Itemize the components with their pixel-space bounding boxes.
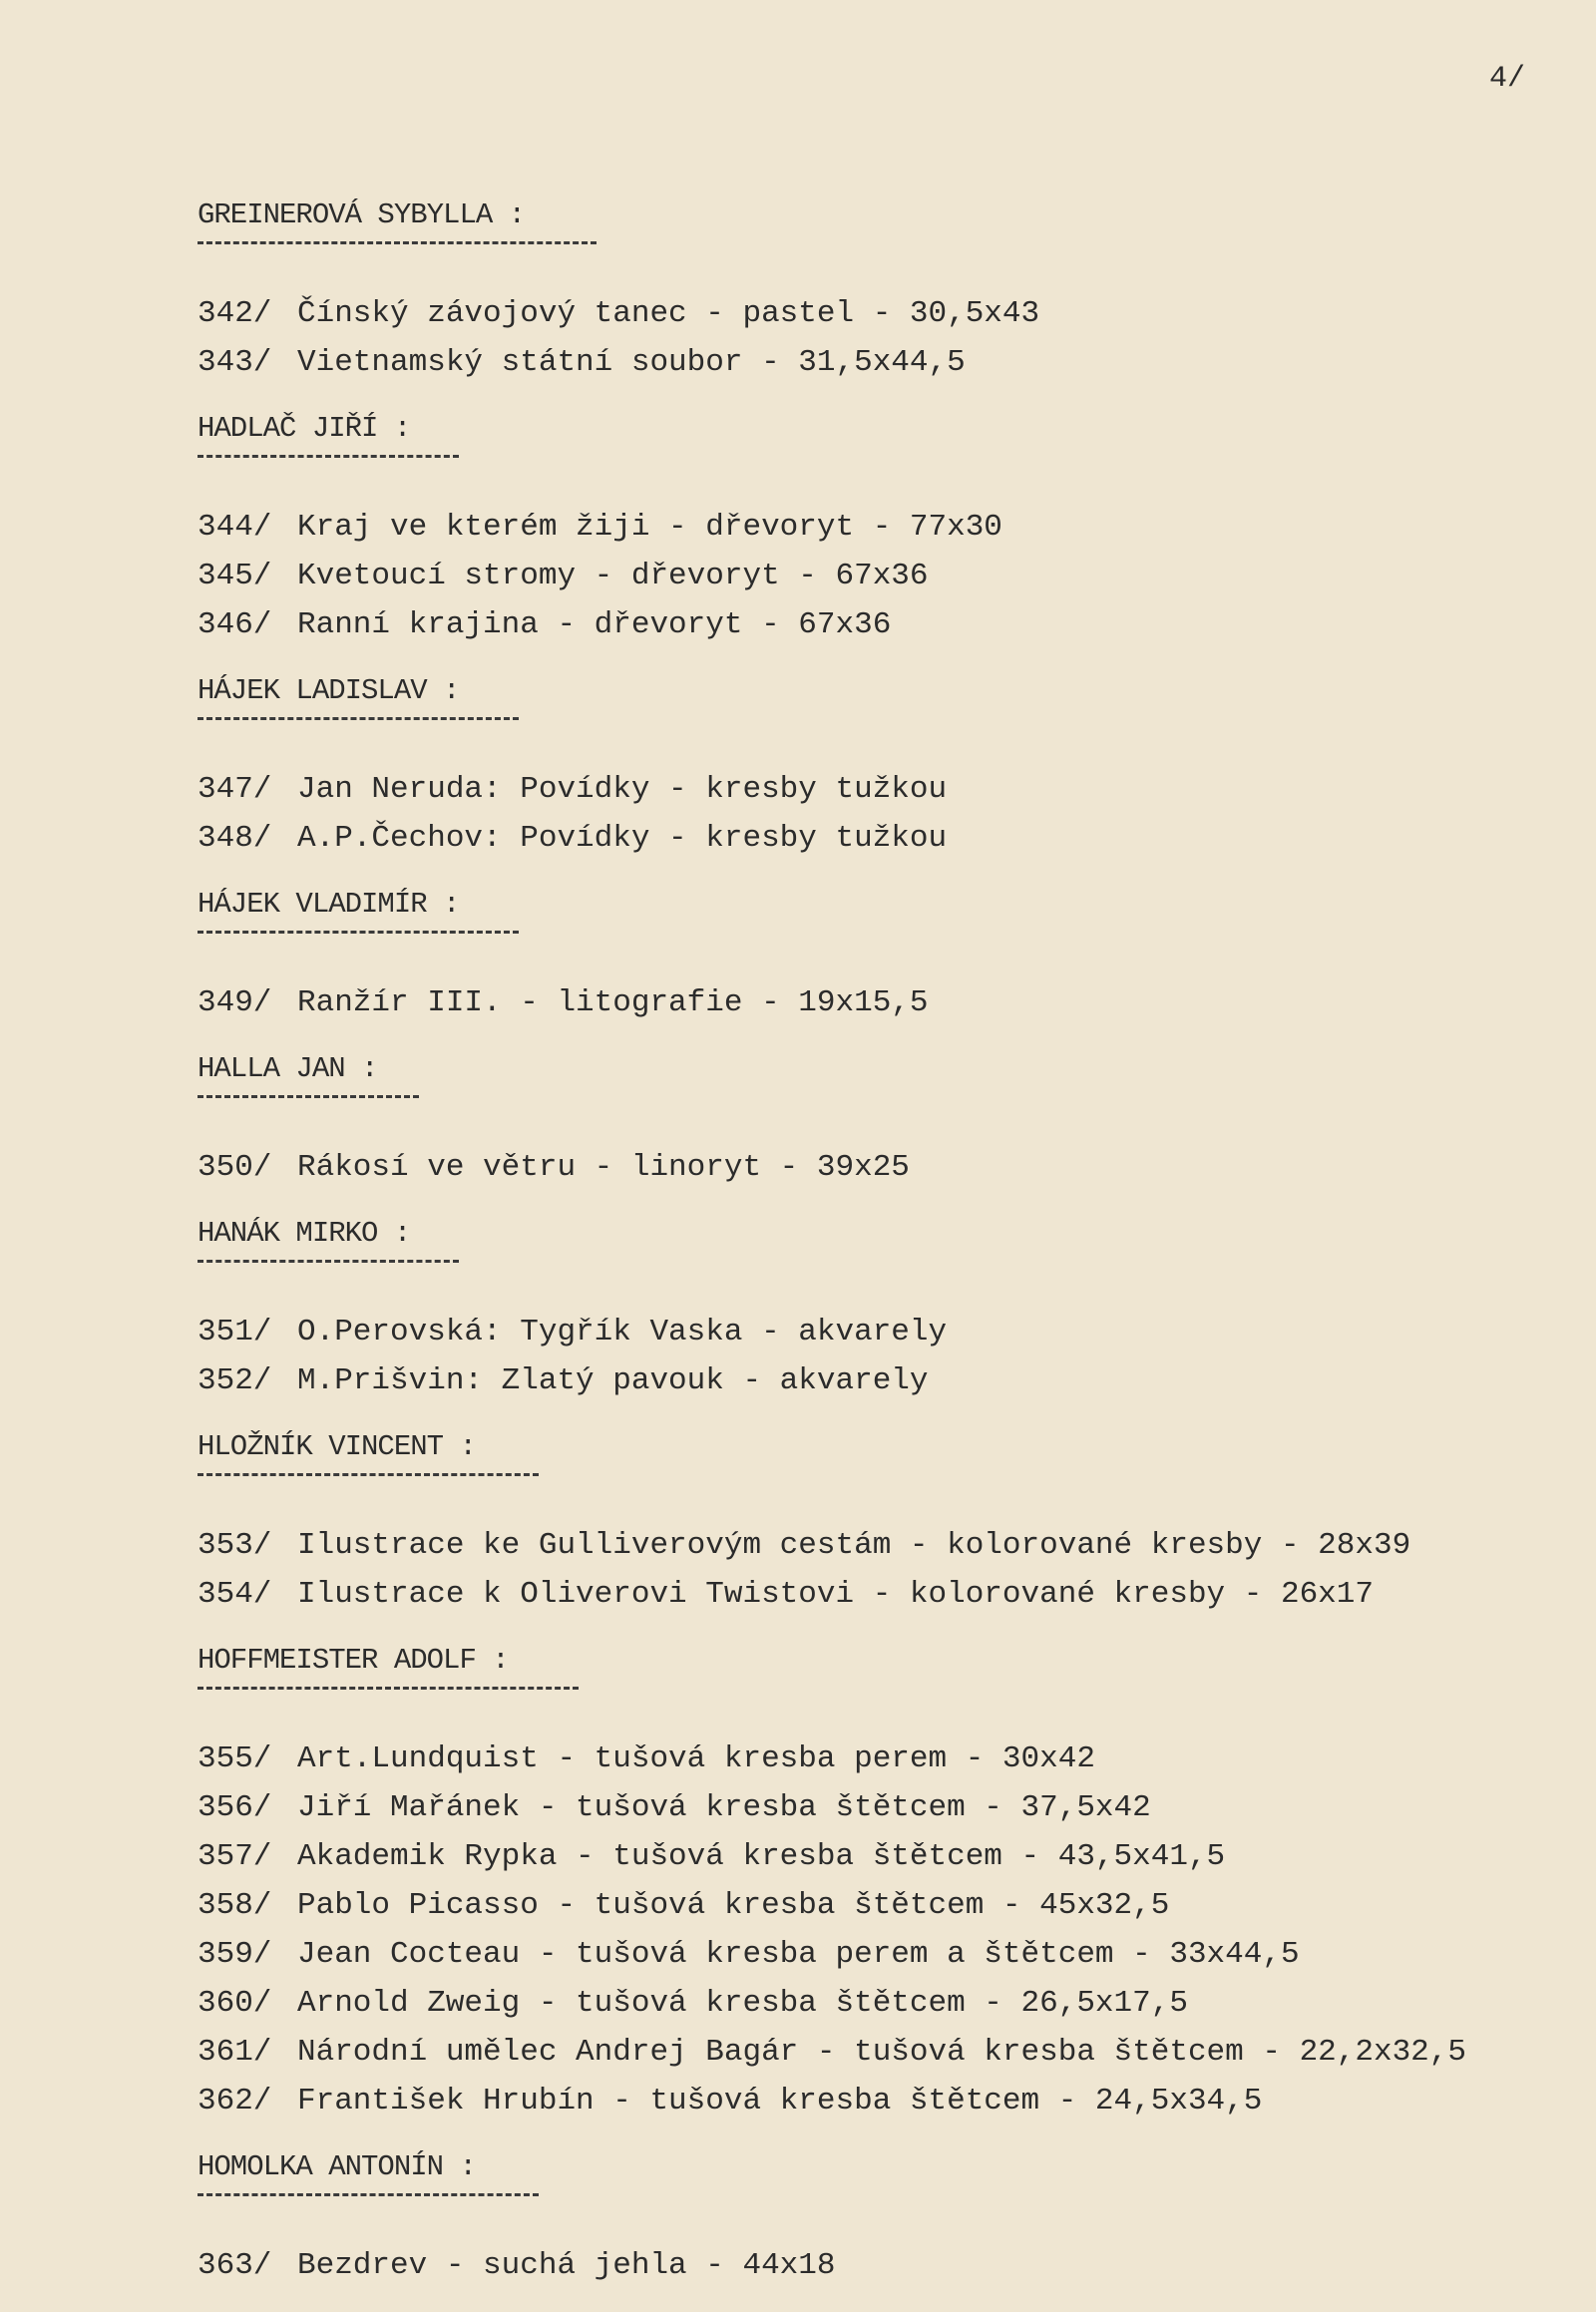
work-description: Vietnamský státní soubor - 31,5x44,5: [297, 345, 966, 380]
work-description: M.Prišvin: Zlatý pavouk - akvarely: [297, 1363, 929, 1398]
work-entry: [198, 1979, 1584, 2028]
works-list: [198, 289, 1584, 387]
page-number: 4/: [1489, 62, 1526, 96]
works-list: [198, 765, 1584, 863]
work-description: František Hrubín - tušová kresba štětcem - 24,5x34,5: [297, 2084, 1263, 2119]
work-number: 362/: [198, 2084, 272, 2119]
artist-section: [198, 1427, 1584, 1619]
work-entry: [198, 1308, 1584, 1356]
work-entry: [198, 1832, 1584, 1881]
work-entry: [198, 1881, 1584, 1930]
heading-underline: [198, 2187, 539, 2201]
work-description: Jean Cocteau - tušová kresba perem a štětcem - 33x44,5: [297, 1937, 1300, 1972]
works-list: [198, 1308, 1584, 1405]
work-entry: [198, 1930, 1584, 1979]
work-number: 353/: [198, 1528, 272, 1563]
heading-underline: [198, 925, 519, 939]
work-number: 344/: [198, 510, 272, 545]
works-list: [198, 1734, 1584, 2125]
work-number: 345/: [198, 559, 272, 593]
work-entry: [198, 814, 1584, 863]
work-number: 360/: [198, 1986, 272, 2021]
work-entry: [198, 338, 1584, 387]
artist-heading: HLOŽNÍK VINCENT :: [198, 1430, 476, 1463]
artist-heading: HOFFMEISTER ADOLF :: [198, 1644, 509, 1677]
work-description: Rákosí ve větru - linoryt - 39x25: [297, 1150, 910, 1185]
work-number: 359/: [198, 1937, 272, 1972]
artist-section: [198, 2147, 1584, 2290]
artist-heading: HÁJEK VLADIMÍR :: [198, 888, 460, 921]
work-description: Čínský závojový tanec - pastel - 30,5x43: [297, 296, 1040, 331]
artist-section: [198, 195, 1584, 387]
work-description: O.Perovská: Tygřík Vaska - akvarely: [297, 1315, 948, 1349]
work-number: 363/: [198, 2248, 272, 2283]
work-entry: [198, 503, 1584, 552]
work-description: Ilustrace ke Gulliverovým cestám - kolorované kresby - 28x39: [297, 1528, 1411, 1563]
work-description: Kraj ve kterém žiji - dřevoryt - 77x30: [297, 510, 1002, 545]
work-number: 347/: [198, 772, 272, 807]
artist-heading: HALLA JAN :: [198, 1052, 378, 1085]
work-number: 358/: [198, 1888, 272, 1923]
work-number: 342/: [198, 296, 272, 331]
work-number: 350/: [198, 1150, 272, 1185]
artist-section: [198, 1049, 1584, 1192]
work-entry: [198, 2028, 1584, 2077]
artist-heading: HANÁK MIRKO :: [198, 1217, 411, 1250]
heading-underline: [198, 1681, 579, 1695]
work-number: 349/: [198, 985, 272, 1020]
work-description: A.P.Čechov: Povídky - kresby tužkou: [297, 821, 948, 856]
heading-underline: [198, 449, 459, 463]
work-description: Jan Neruda: Povídky - kresby tužkou: [297, 772, 948, 807]
work-entry: [198, 1570, 1584, 1619]
work-entry: [198, 1734, 1584, 1783]
work-description: Kvetoucí stromy - dřevoryt - 67x36: [297, 559, 929, 593]
work-number: 356/: [198, 1790, 272, 1825]
work-description: Národní umělec Andrej Bagár - tušová kresba štětcem - 22,2x32,5: [297, 2035, 1466, 2070]
work-entry: [198, 600, 1584, 649]
work-description: Ranžír III. - litografie - 19x15,5: [297, 985, 929, 1020]
work-description: Art.Lundquist - tušová kresba perem - 30x42: [297, 1741, 1095, 1776]
work-description: Ranní krajina - dřevoryt - 67x36: [297, 607, 892, 642]
work-description: Arnold Zweig - tušová kresba štětcem - 26,5x17,5: [297, 1986, 1188, 2021]
work-number: 357/: [198, 1839, 272, 1874]
works-list: [198, 1143, 1584, 1192]
work-number: 352/: [198, 1363, 272, 1398]
work-description: Pablo Picasso - tušová kresba štětcem - 45x32,5: [297, 1888, 1170, 1923]
work-number: 355/: [198, 1741, 272, 1776]
work-entry: [198, 1356, 1584, 1405]
work-number: 361/: [198, 2035, 272, 2070]
heading-underline: [198, 1467, 539, 1481]
work-entry: [198, 1521, 1584, 1570]
artist-heading: GREINEROVÁ SYBYLLA :: [198, 198, 526, 231]
works-list: [198, 2241, 1584, 2290]
heading-underline: [198, 711, 519, 725]
work-entry: [198, 765, 1584, 814]
artist-section: [198, 409, 1584, 649]
work-entry: [198, 289, 1584, 338]
works-list: [198, 978, 1584, 1027]
work-description: Bezdrev - suchá jehla - 44x18: [297, 2248, 836, 2283]
heading-underline: [198, 235, 597, 249]
heading-underline: [198, 1089, 419, 1103]
work-entry: [198, 2241, 1584, 2290]
work-entry: [198, 1143, 1584, 1192]
work-entry: [198, 2077, 1584, 2125]
heading-underline: [198, 1254, 459, 1268]
artist-section: [198, 885, 1584, 1027]
catalogue-list: [198, 195, 1584, 2312]
works-list: [198, 503, 1584, 649]
works-list: [198, 1521, 1584, 1619]
work-description: Ilustrace k Oliverovi Twistovi - kolorované kresby - 26x17: [297, 1577, 1374, 1612]
artist-heading: HADLAČ JIŘÍ :: [198, 412, 411, 445]
work-description: Akademik Rypka - tušová kresba štětcem - 43,5x41,5: [297, 1839, 1226, 1874]
work-entry: [198, 978, 1584, 1027]
artist-section: [198, 1641, 1584, 2125]
work-entry: [198, 1783, 1584, 1832]
work-number: 348/: [198, 821, 272, 856]
work-number: 346/: [198, 607, 272, 642]
artist-section: [198, 1214, 1584, 1405]
artist-heading: HOMOLKA ANTONÍN :: [198, 2150, 476, 2183]
work-number: 351/: [198, 1315, 272, 1349]
work-number: 343/: [198, 345, 272, 380]
work-number: 354/: [198, 1577, 272, 1612]
artist-section: [198, 671, 1584, 863]
artist-heading: HÁJEK LADISLAV :: [198, 674, 460, 707]
work-description: Jiří Mařánek - tušová kresba štětcem - 37,5x42: [297, 1790, 1151, 1825]
work-entry: [198, 552, 1584, 600]
